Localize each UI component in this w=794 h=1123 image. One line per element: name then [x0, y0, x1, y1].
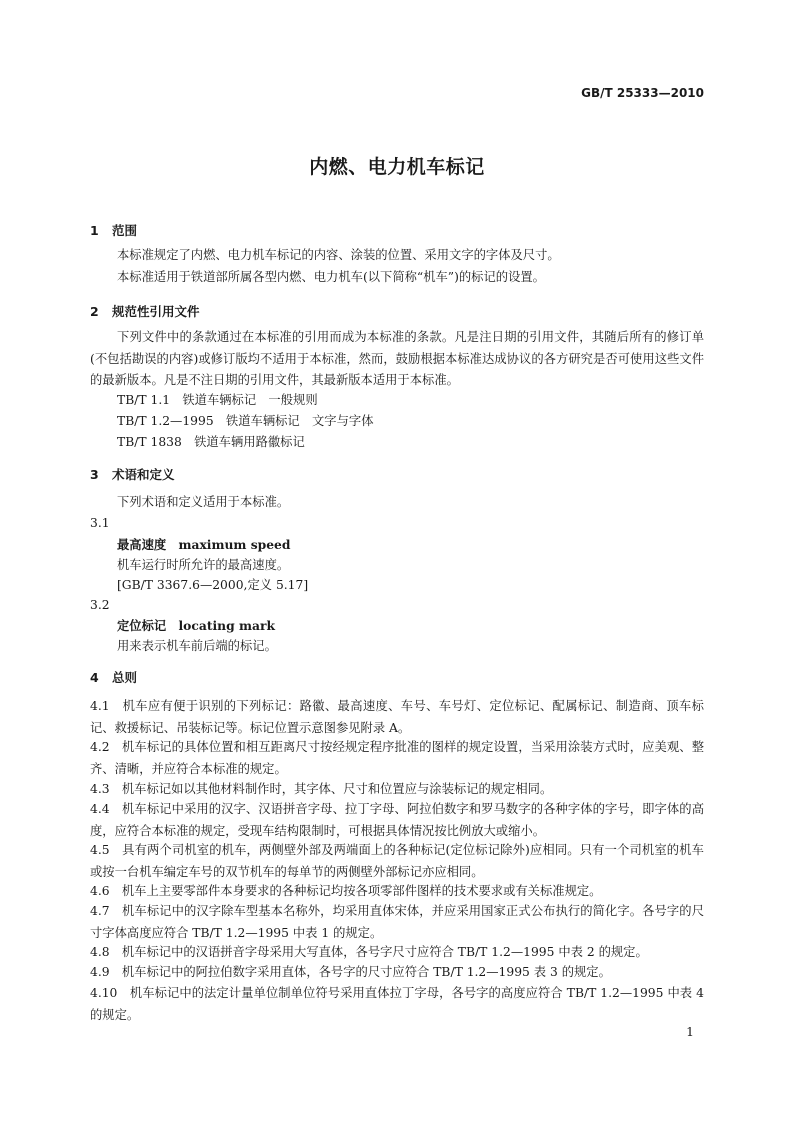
clause-number: 4.7 — [90, 904, 110, 918]
page-title: 内燃、电力机车标记 — [309, 156, 485, 178]
clause-item — [90, 696, 704, 739]
clause-item — [90, 962, 704, 984]
clause-text: 机车标记中的汉语拼音字母采用大写直体，各号字尺寸应符合 TB/T 1.2—1995 中表 2 的规定。 — [121, 945, 648, 959]
term-definition: 机车运行时所允许的最高速度。 — [117, 558, 290, 572]
clause-text: 机车标记中的法定计量单位制单位符号采用直体拉丁字母，各号字的高度应符合 TB/T 1.2—1995 中表 4 的规定。 — [90, 986, 704, 1022]
page-number: 1 — [686, 1025, 694, 1039]
section-heading-1 — [90, 221, 137, 239]
reference-item: TB/T 1.2—1995 铁道车辆标记 文字与字体 — [117, 414, 374, 428]
clause-text: 机车上主要零部件本身要求的各种标记均按各项零部件图样的技术要求或有关标准规定。 — [121, 884, 602, 898]
clause-item — [90, 942, 704, 964]
section-number: 1 — [90, 223, 99, 238]
clause-number: 4.4 — [90, 802, 110, 816]
section-heading-2 — [90, 302, 200, 320]
clause-item — [90, 881, 704, 903]
reference-item: TB/T 1838 铁道车辆用路徽标记 — [117, 435, 305, 449]
clause-text: 机车标记的具体位置和相互距离尺寸按经规定程序批准的图样的规定设置，当采用涂装方式时，应美观、整齐、清晰，并应符合本标准的规定。 — [90, 740, 704, 776]
clause-text: 机车标记中采用的汉字、汉语拼音字母、拉丁字母、阿拉伯数字和罗马数字的各种字体的字号，即字体的高度，应符合本标准的规定，受现车结构限制时，可根据具体情况按比例放大或缩小。 — [90, 802, 704, 838]
term-title: 最高速度 maximum speed — [117, 537, 291, 552]
section-title: 术语和定义 — [112, 467, 175, 482]
section-title: 范围 — [112, 223, 138, 238]
clause-number: 4.6 — [90, 884, 110, 898]
clause-text: 机车标记如以其他材料制作时，其字体、尺寸和位置应与涂装标记的规定相同。 — [121, 782, 553, 796]
term-title: 定位标记 locating mark — [117, 618, 275, 633]
clause-item — [90, 737, 704, 780]
term-number: 3.1 — [90, 516, 110, 530]
term-number: 3.2 — [90, 598, 110, 612]
clause-text: 机车标记中的阿拉伯数字采用直体，各号字的尺寸应符合 TB/T 1.2—1995 表 3 的规定。 — [121, 965, 611, 979]
term-definition: 用来表示机车前后端的标记。 — [117, 639, 277, 653]
clause-text: 具有两个司机室的机车，两侧壁外部及两端面上的各种标记(定位标记除外)应相同。只有一个司机室的机车或按一台机车编定车号的双节机车的每单节的两侧壁外部标记亦应相同。 — [90, 843, 704, 879]
clause-number: 4.10 — [90, 986, 118, 1000]
section-title: 总则 — [112, 670, 138, 685]
clause-item — [90, 840, 704, 883]
clause-item — [90, 779, 704, 801]
section-heading-4 — [90, 668, 137, 686]
clause-item — [90, 901, 704, 944]
paragraph: 下列文件中的条款通过在本标准的引用而成为本标准的条款。凡是注日期的引用文件，其随后所有的修订单(不包括勘误的内容)或修订版均不适用于本标准，然而，鼓励根据本标准达成协议的各方研究是否可使用这些文件的最新版本。凡是不注日期的引用文件，其最新版本适用于本标准。 — [90, 330, 704, 387]
clause-text: 机车应有便于识别的下列标记：路徽、最高速度、车号、车号灯、定位标记、配属标记、制造商、顶车标记、救援标记、吊装标记等。标记位置示意图参见附录 A。 — [90, 699, 704, 735]
reference-item: TB/T 1.1 铁道车辆标记 一般规则 — [117, 393, 318, 407]
clause-item — [90, 983, 704, 1026]
section-heading-3 — [90, 465, 175, 483]
clause-number: 4.1 — [90, 699, 110, 713]
paragraph: 下列术语和定义适用于本标准。 — [117, 495, 290, 509]
clause-number: 4.8 — [90, 945, 110, 959]
term-source: [GB/T 3367.6—2000,定义 5.17] — [117, 578, 309, 592]
clause-item — [90, 799, 704, 842]
clause-number: 4.2 — [90, 740, 110, 754]
clause-number: 4.5 — [90, 843, 110, 857]
section-number: 4 — [90, 670, 99, 685]
clause-number: 4.9 — [90, 965, 110, 979]
paragraph: 本标准适用于铁道部所属各型内燃、电力机车(以下简称“机车”)的标记的设置。 — [117, 270, 545, 284]
clause-text: 机车标记中的汉字除车型基本名称外，均采用直体宋体，并应采用国家正式公布执行的简化字。各号字的尺寸字体高度应符合 TB/T 1.2—1995 中表 1 的规定。 — [90, 904, 704, 940]
standard-number: GB/T 25333—2010 — [581, 86, 704, 100]
section-number: 3 — [90, 467, 99, 482]
section-title: 规范性引用文件 — [112, 304, 200, 319]
section-number: 2 — [90, 304, 99, 319]
paragraph: 本标准规定了内燃、电力机车标记的内容、涂装的位置、采用文字的字体及尺寸。 — [117, 248, 560, 262]
clause-number: 4.3 — [90, 782, 110, 796]
